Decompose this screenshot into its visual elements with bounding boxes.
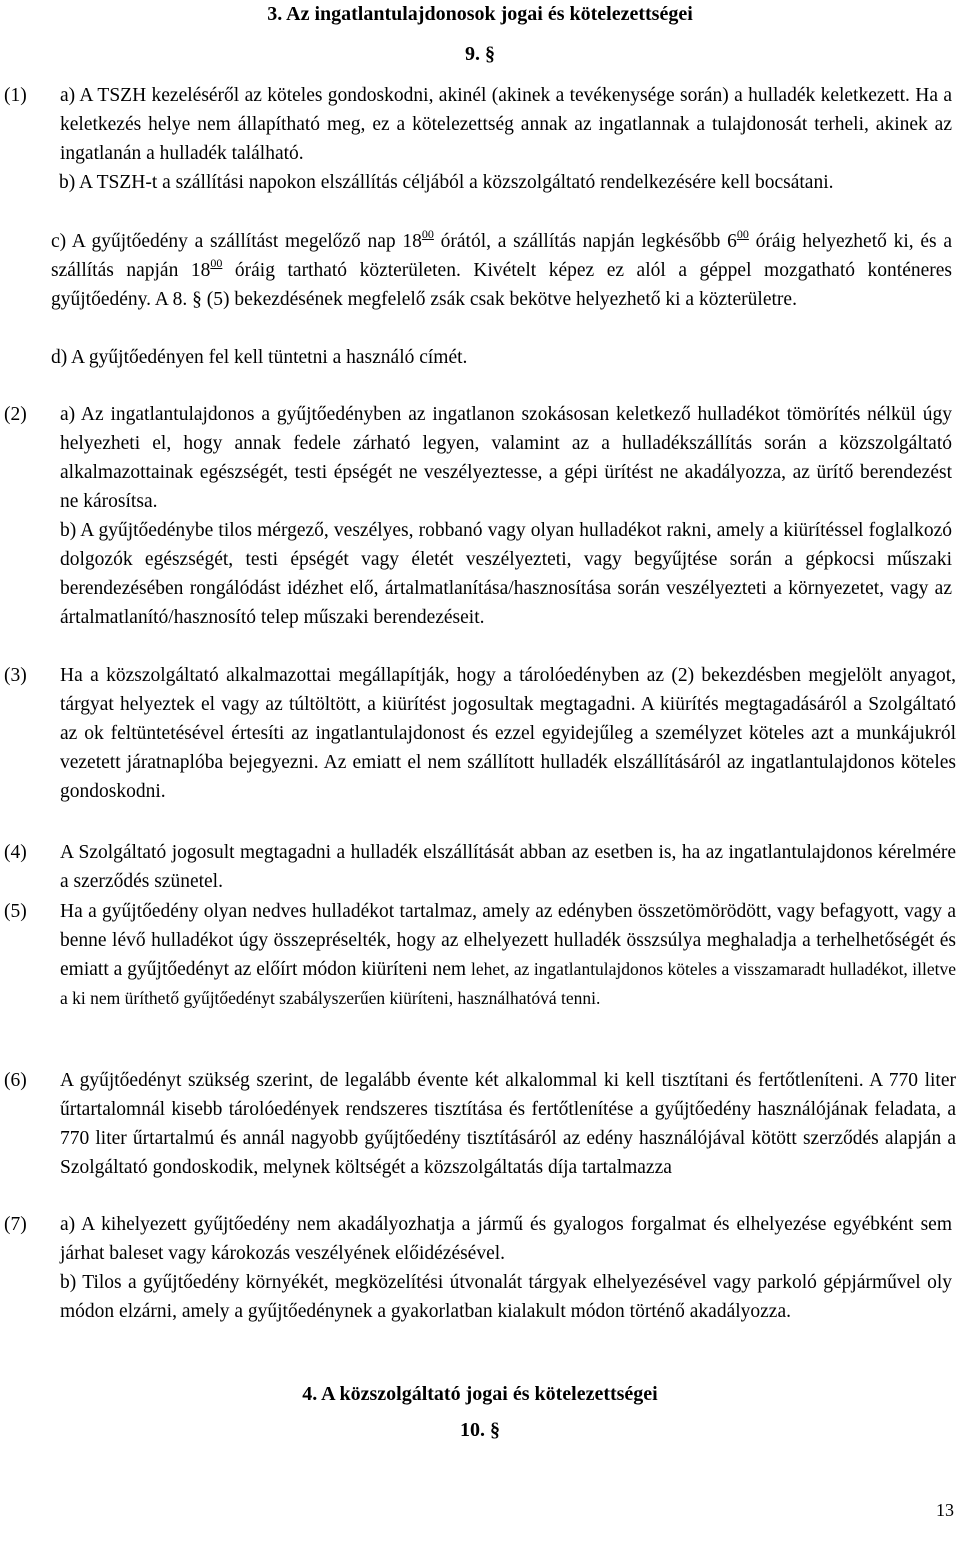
paragraph-3-number: (3) (4, 665, 27, 686)
paragraph-4-number: (4) (4, 842, 27, 863)
paragraph-1-point-c (51, 227, 952, 314)
paragraph-number: 10. § (460, 1419, 500, 1441)
paragraph-1-point-a: a) A TSZH kezeléséről az köteles gondoskodni, akinél (akinek a tevékenysége során) a hulladék keletkezett. Ha a keletkezés helye nem állapítható meg, ez a kötelezettség annak az ingatlannak a tulajdonosát terheli, akinek az ingatlanán a hulladék található. (60, 85, 952, 164)
paragraph-2-number: (2) (4, 404, 27, 425)
paragraph-5-number: (5) (4, 901, 27, 922)
paragraph-7-point-a: a) A kihelyezett gyűjtőedény nem akadályozhatja a jármű és gyalogos forgalmat és elhelyezése egyébként sem járhat baleset vagy károkozás veszélyének előidézésével. (60, 1214, 952, 1264)
paragraph-6-text: A gyűjtőedényt szükség szerint, de legalább évente két alkalommal ki kell tisztítani és fertőtleníteni. A 770 liter űrtartalomnál kisebb tárolóedények rendszeres tisztítása és fertőtlenítése a gyűjtőedény használójának feladata, a 770 liter űrtartalmú és annál nagyobb gyűjtőedény tisztításáról az edény használójával kötött szerződés alapján a Szolgáltató gondoskodik, melynek költségét a közszolgáltatás díja tartalmazza (60, 1070, 956, 1178)
point-c-text-3: óráig helyezhető ki, és a szállítás napján 18 (51, 231, 952, 281)
page-number: 13 (936, 1500, 954, 1520)
section-heading: 4. A közszolgáltató jogai és kötelezettségei (302, 1383, 658, 1405)
paragraph-5-text (60, 897, 956, 1013)
point-c-text-2: órától, a szállítás napján legkésőbb 6 (433, 231, 737, 252)
time-superscript: 00 (736, 227, 749, 241)
paragraph-1-point-b: b) A TSZH-t a szállítási napokon elszállítás céljából a közszolgáltató rendelkezésére kell bocsátani. (59, 172, 834, 193)
paragraph-1-point-d: d) A gyűjtőedényen fel kell tüntetni a használó címét. (51, 347, 468, 368)
point-c-text-1: c) A gyűjtőedény a szállítást megelőző nap 18 (51, 231, 422, 252)
paragraph-6-number: (6) (4, 1070, 27, 1091)
paragraph-5-text-2: lehet, az ingatlantulajdonos köteles a visszamaradt hulladékot, illetve a ki nem üríthető gyűjtőedényt szabályszerűen kiüríteni, használhatóvá tenni. (60, 959, 956, 1008)
section-heading: 3. Az ingatlantulajdonosok jogai és kötelezettségei (267, 3, 693, 25)
paragraph-7-point-b: b) Tilos a gyűjtőedény környékét, megközelítési útvonalát tárgyak elhelyezésével vagy parkoló gépjárművel oly módon elzárni, amely a gyűjtőedénynek a gyakorlatban kialakult módon történő akadályozza. (60, 1272, 952, 1322)
paragraph-1-number: (1) (4, 85, 27, 106)
point-c-text-4: óráig tartható közterületen. Kivételt képez ez alól a géppel mozgatható konténeres gyűjtőedény. A 8. § (5) bekezdésének megfelelő zsák csak bekötve helyezhető ki a közterületre. (51, 260, 952, 310)
time-superscript: 00 (210, 256, 223, 270)
paragraph-2-point-a: a) Az ingatlantulajdonos a gyűjtőedényben az ingatlanon szokásosan keletkező hulladékot tömörítés nélkül úgy helyezheti el, hogy annak fedele zárható legyen, valamint az a hulladékszállítás során a közszolgáltató alkalmazottainak egészségét, testi épségét ne veszélyeztesse, a gépi ürítést ne akadályozza, az ürítő berendezést ne károsítsa. (60, 404, 952, 512)
paragraph-5-text-1: Ha a gyűjtőedény olyan nedves hulladékot tartalmaz, amely az edényben összetömörödött, vagy befagyott, vagy a benne lévő hulladékot úgy összepréselték, hogy az elhelyezett hulladék összsúlya meghaladja a terhelhetőségét és emiatt a gyűjtőedényt az előírt módon kiüríteni nem (60, 901, 956, 980)
time-superscript: 00 (421, 227, 434, 241)
paragraph-3-text: Ha a közszolgáltató alkalmazottai megállapítják, hogy a tárolóedényben az (2) bekezdésben megjelölt anyagot, tárgyat helyeztek el vagy az túltöltött, a kiürítést jogosultak megtagadni. A kiürítés megtagadásáról a Szolgáltató az ok feltüntetésével értesíti az ingatlantulajdonost és ezzel egyidejűleg a személyzet köteles azt a munkájukról vezetett járatnaplóba bejegyezni. Az emiatt el nem szállított hulladék elszállításáról az ingatlantulajdonos köteles gondoskodni. (60, 665, 956, 802)
paragraph-2-point-b: b) A gyűjtőedénybe tilos mérgező, veszélyes, robbanó vagy olyan hulladékot rakni, amely a kiürítéssel foglalkozó dolgozók egészségét, testi épségét vagy életét veszélyezteti, vagy begyűjtése során a gépkocsi műszaki berendezésében rongálódást idézhet elő, ártalmatlanítása/hasznosítása során veszélyezteti a környezetet, vagy az ártalmatlanító/hasznosító telep műszaki berendezéseit. (60, 520, 952, 628)
paragraph-number: 9. § (465, 43, 495, 65)
paragraph-7-number: (7) (4, 1214, 27, 1235)
paragraph-4-text: A Szolgáltató jogosult megtagadni a hulladék elszállítását abban az esetben is, ha az ingatlantulajdonos kérelmére a szerződés szünetel. (60, 842, 956, 892)
